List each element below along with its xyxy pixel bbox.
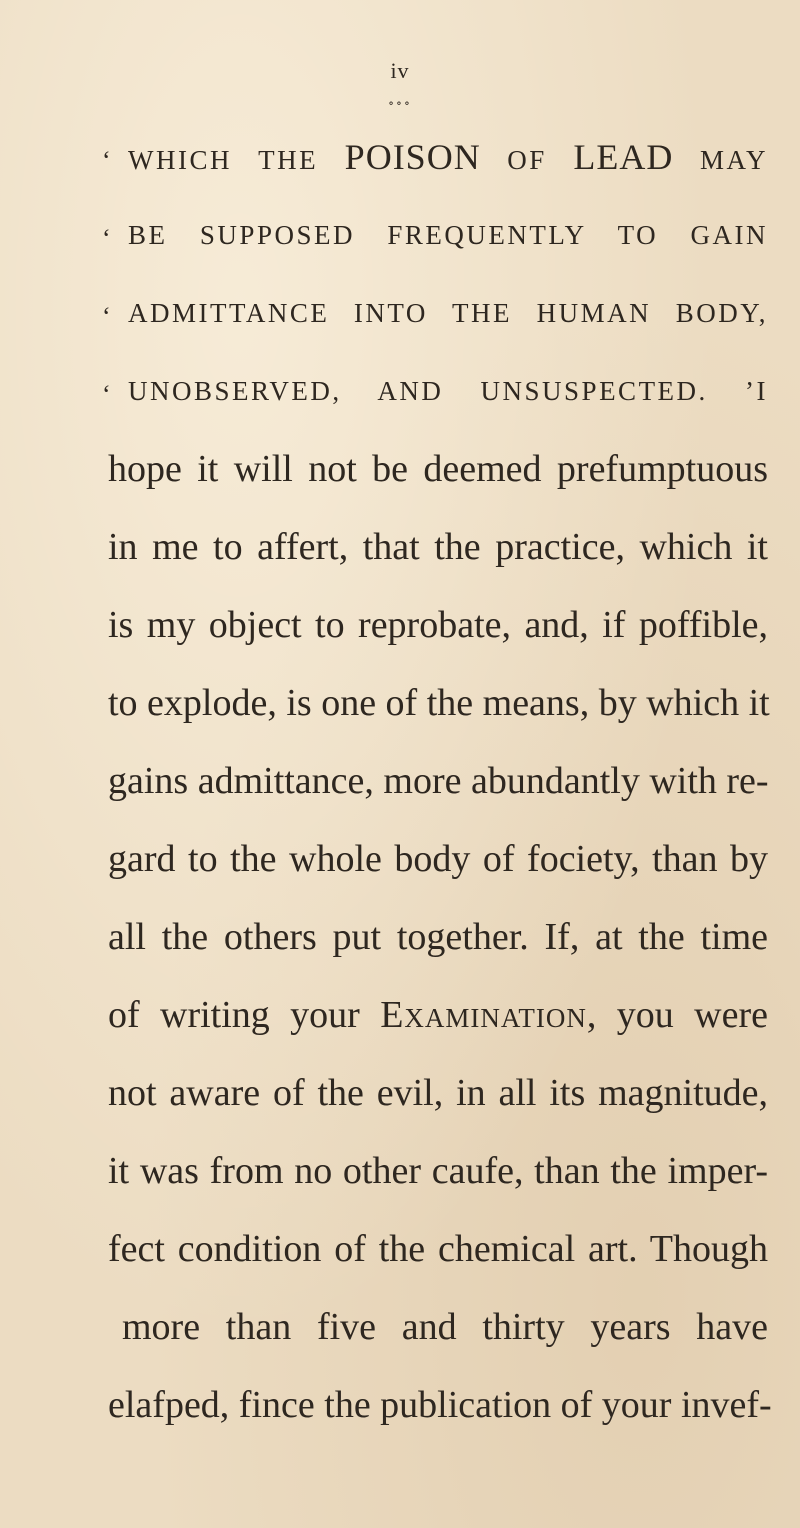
examination-word: Examination bbox=[380, 994, 587, 1036]
line-1-part-b: OF bbox=[480, 145, 574, 175]
text-line-12 bbox=[108, 991, 768, 1039]
text-line-5: hope it will not be deemed prefumptuous bbox=[108, 448, 768, 490]
quote-mark-4: ‘ bbox=[102, 380, 111, 409]
text-line-8: to explode, is one of the means, by which it bbox=[108, 682, 770, 724]
text-line-10: gard to the whole body of fociety, than by bbox=[108, 838, 768, 880]
quote-mark-1: ‘ bbox=[102, 146, 111, 175]
text-line-15: fect condition of the chemical art. Though bbox=[108, 1228, 768, 1270]
line-12-part-b: , you were bbox=[586, 994, 768, 1036]
text-line-17: elafped, fince the publication of your invef- bbox=[108, 1384, 772, 1426]
text-line-16: more than five and thirty years have bbox=[122, 1306, 768, 1348]
line-12-part-a: of writing your bbox=[108, 994, 381, 1036]
page-number: iv bbox=[390, 58, 410, 83]
quote-mark-3: ‘ bbox=[102, 302, 111, 331]
text-line-6: in me to affert, that the practice, which it bbox=[108, 526, 768, 568]
poison-word: POISON bbox=[344, 137, 481, 177]
lead-word: LEAD bbox=[573, 137, 674, 177]
text-line-4: UNOBSERVED, AND UNSUSPECTED. ’I bbox=[128, 376, 768, 406]
text-line-2: BE SUPPOSED FREQUENTLY TO GAIN bbox=[128, 220, 768, 250]
text-line-1 bbox=[128, 133, 768, 181]
line-1-part-c: MAY bbox=[673, 145, 769, 175]
text-line-3: ADMITTANCE INTO THE HUMAN BODY, bbox=[128, 298, 768, 328]
text-line-7: is my object to reprobate, and, if poffible, bbox=[108, 604, 768, 646]
text-line-14: it was from no other caufe, than the imper- bbox=[108, 1150, 768, 1192]
quote-mark-2: ‘ bbox=[102, 224, 111, 253]
line-1-part-a: WHICH THE bbox=[128, 145, 345, 175]
text-line-13: not aware of the evil, in all its magnitude, bbox=[108, 1072, 768, 1114]
ornament: ∘∘∘ bbox=[388, 96, 412, 110]
text-line-11: all the others put together. If, at the time bbox=[108, 916, 768, 958]
text-line-9: gains admittance, more abundantly with re- bbox=[108, 760, 769, 802]
